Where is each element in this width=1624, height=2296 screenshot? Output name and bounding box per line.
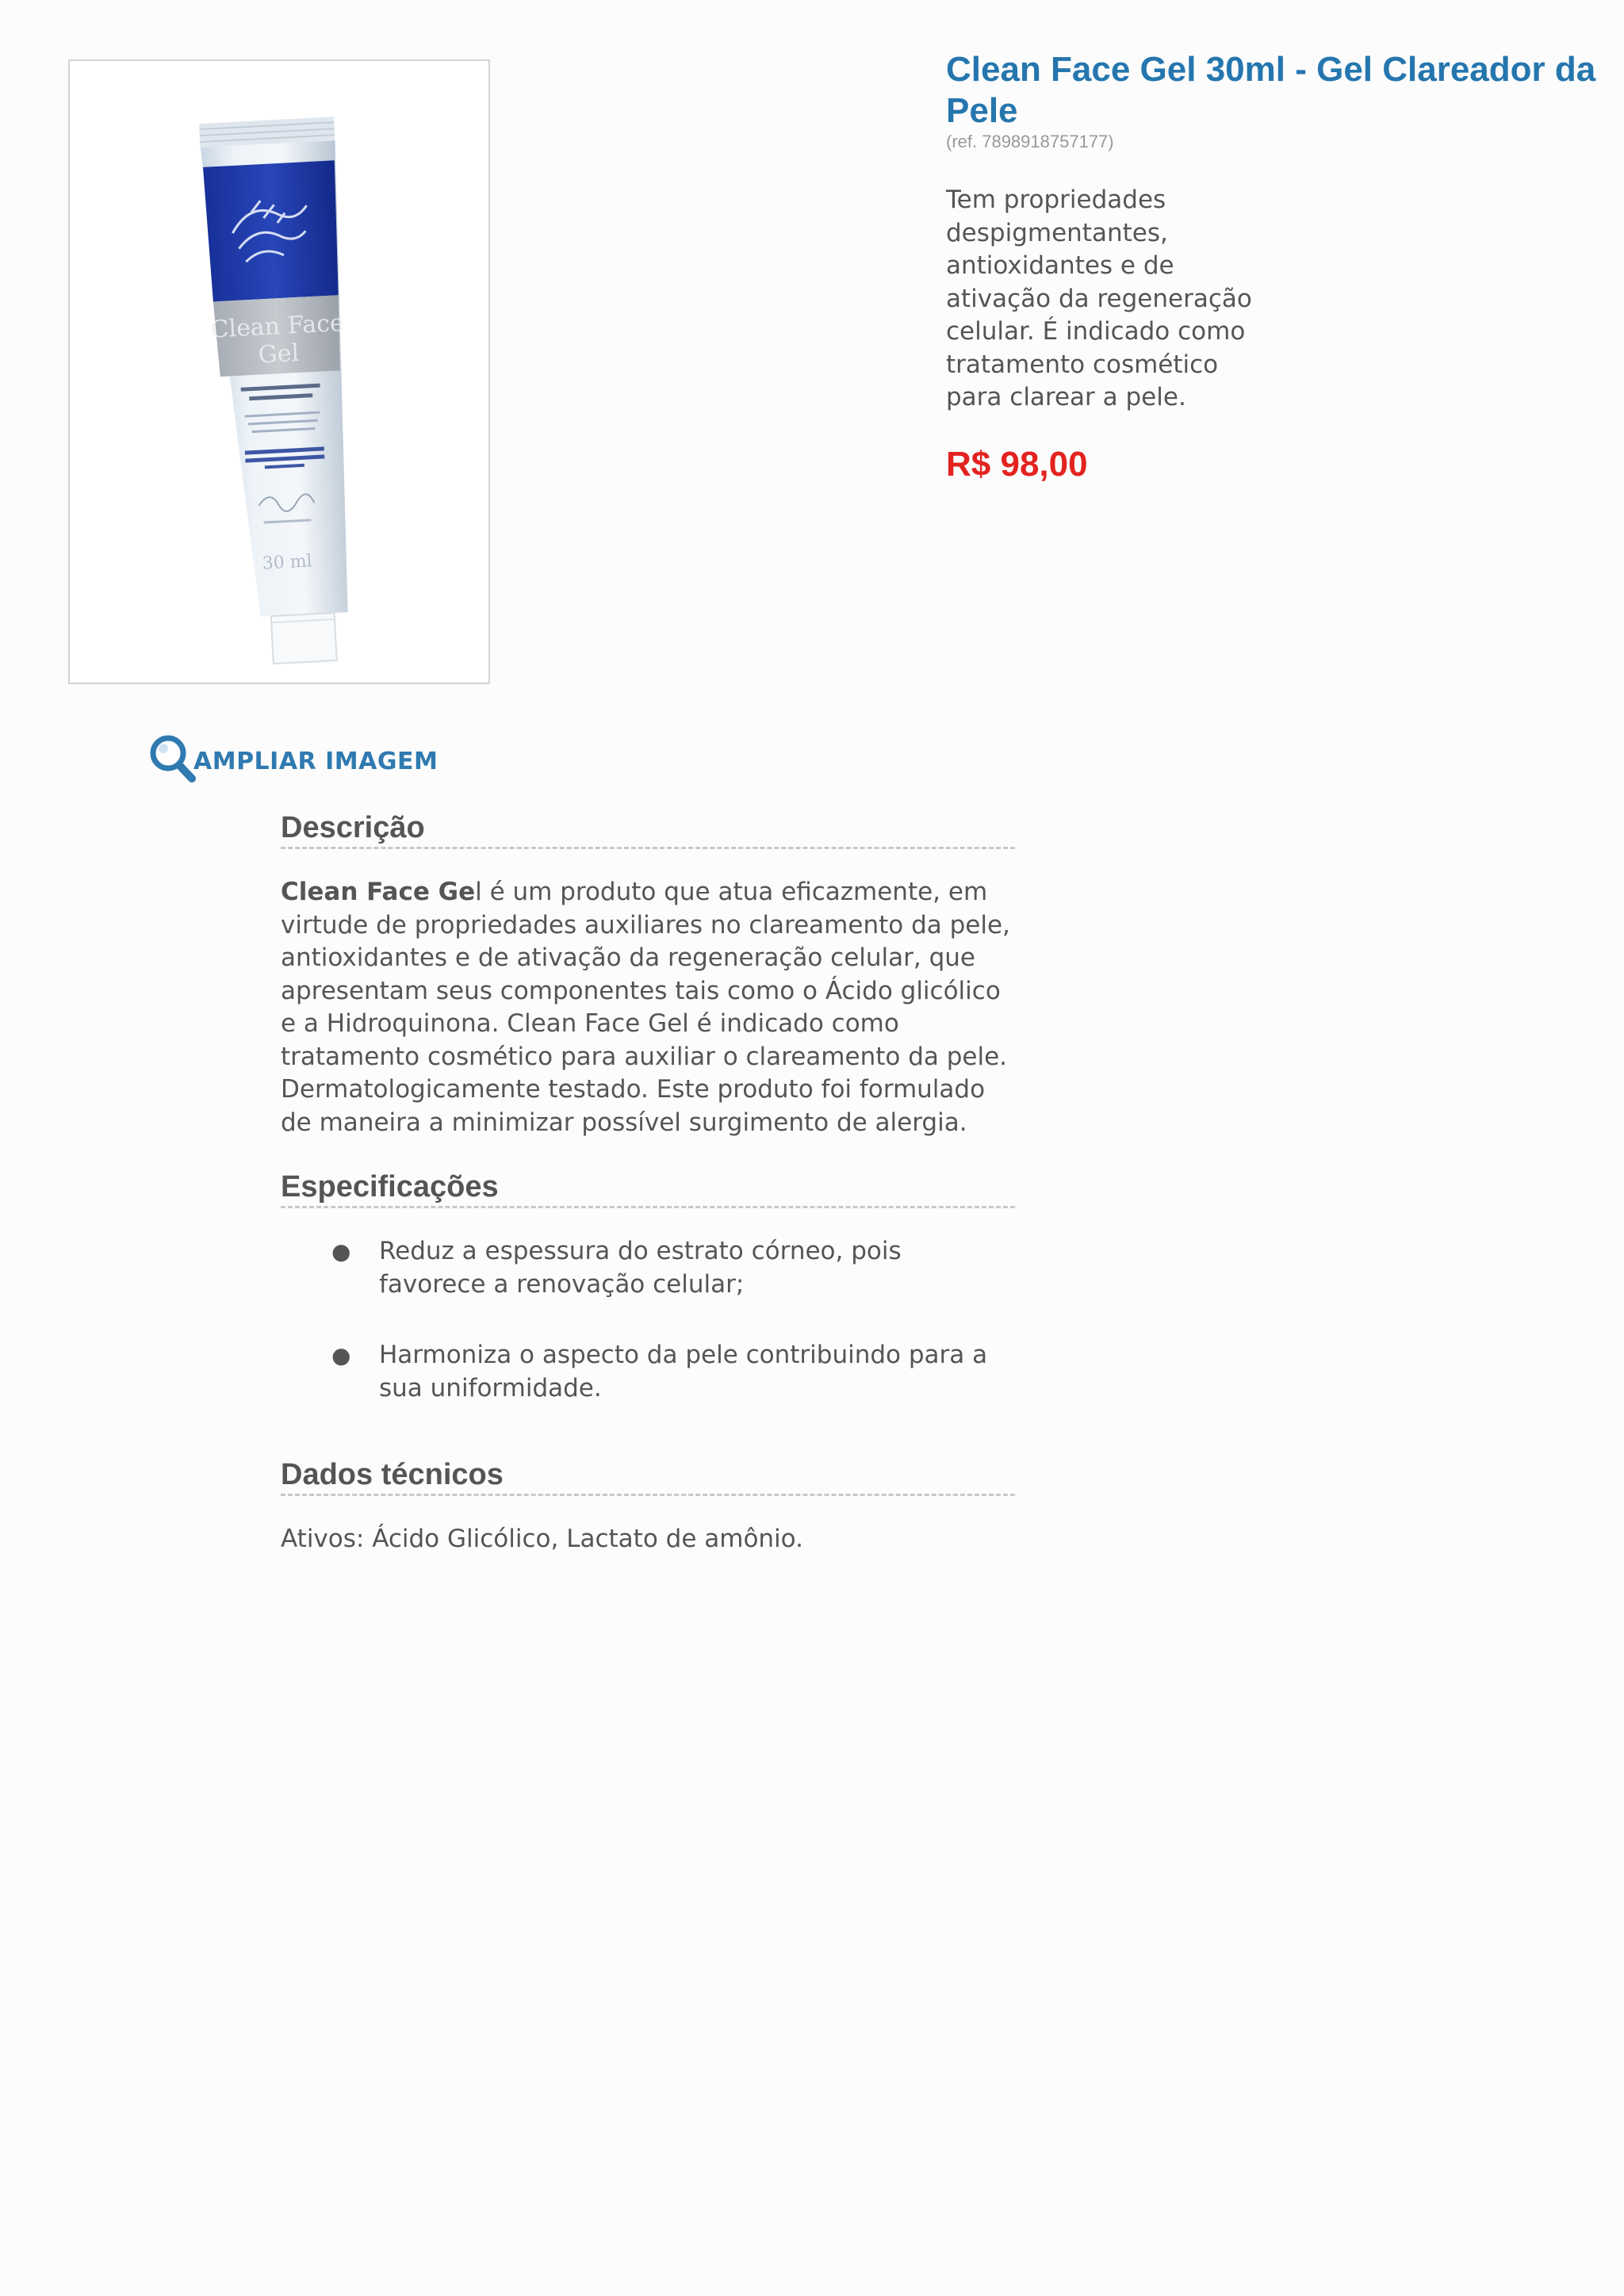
specifications-heading: Especificações xyxy=(281,1168,1015,1208)
technical-text: Ativos: Ácido Glicólico, Lactato de amônio. xyxy=(281,1525,803,1553)
svg-text:Gel: Gel xyxy=(257,339,300,369)
zoom-image-link[interactable] xyxy=(144,728,438,791)
list-item xyxy=(281,1235,1013,1301)
svg-text:30 ml: 30 ml xyxy=(262,551,313,574)
product-ref: (ref. 7898918757177) xyxy=(946,132,1114,151)
product-price: R$ 98,00 xyxy=(946,444,1088,484)
technical-section xyxy=(281,1456,1015,1556)
magnifier-icon xyxy=(144,728,200,791)
specifications-list xyxy=(281,1235,1015,1405)
spec-text: Reduz a espessura do estrato córneo, pois favorece a renovação celular; xyxy=(379,1237,902,1299)
spec-text: Harmoniza o aspecto da pele contribuindo para a sua uniformidade. xyxy=(379,1341,988,1402)
bullet-dot: ● xyxy=(331,1342,351,1368)
product-title: Clean Face Gel 30ml - Gel Clareador da Pele xyxy=(946,50,1596,130)
zoom-label: AMPLIAR IMAGEM xyxy=(193,747,439,775)
description-body: l é um produto que atua eficazmente, em virtude de propriedades auxiliares no clareamento da pele, antioxidantes e de ativação da regeneração celular, que apresentam seus componentes tais como o Ácido glicólico e a Hidroquinona. Clean Face Gel é indicado como tratamento cosmético para auxiliar o clareamento da pele. Dermatologicamente testado. Este produto foi formulado de maneira a minimizar possível surgimento de alergia. xyxy=(281,878,1010,1137)
product-info xyxy=(946,49,1596,484)
svg-text:Clean Face: Clean Face xyxy=(209,308,345,344)
specifications-section xyxy=(281,1168,1015,1405)
description-text xyxy=(281,876,1015,1139)
bullet-dot: ● xyxy=(331,1238,351,1265)
description-section xyxy=(281,809,1015,1139)
product-details xyxy=(281,809,1015,1556)
product-image[interactable] xyxy=(68,59,490,684)
technical-heading: Dados técnicos xyxy=(281,1456,1015,1496)
list-item xyxy=(281,1339,1013,1405)
description-lead-bold: Clean Face Ge xyxy=(281,878,476,906)
product-tube-image xyxy=(70,61,488,683)
description-heading: Descrição xyxy=(281,809,1015,849)
product-short-description: Tem propriedades despigmentantes, antioxidantes e de ativação da regeneração celular. É indicado como tratamento cosmético para clarear a pele. xyxy=(946,186,1252,411)
